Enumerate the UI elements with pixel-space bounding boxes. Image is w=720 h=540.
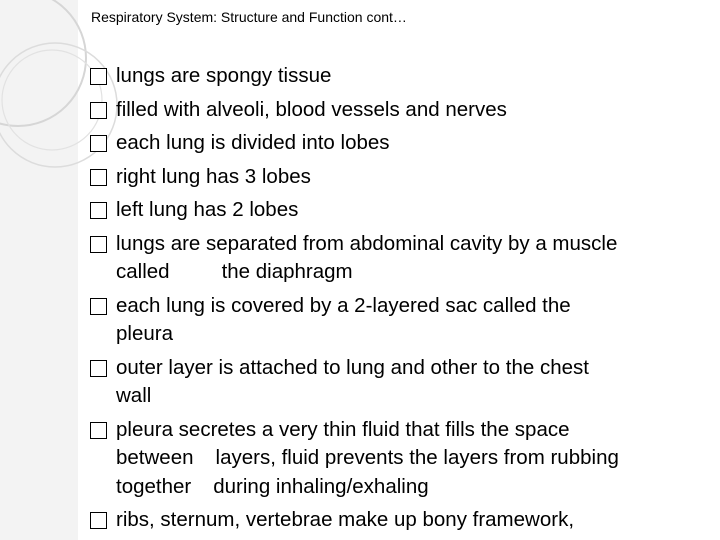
bullet-text: filled with alveoli, blood vessels and nerves xyxy=(116,97,507,121)
bullet-text: outer layer is attached to lung and other to the chest xyxy=(116,355,589,379)
bullet-text: called xyxy=(116,260,170,283)
slide-title: Respiratory System: Structure and Function cont… xyxy=(91,9,407,25)
bullet-text: lungs are separated from abdominal cavity by a muscle xyxy=(116,231,618,255)
bullet-item xyxy=(90,292,720,349)
bullet-text: right lung has 3 lobes xyxy=(116,164,311,188)
bullet-item xyxy=(90,96,720,125)
bullet-text: each lung is covered by a 2-layered sac called the xyxy=(116,293,571,317)
square-bullet-icon xyxy=(90,512,107,529)
bullet-item xyxy=(90,230,720,287)
bullet-text: between xyxy=(116,446,194,469)
square-bullet-icon xyxy=(90,202,107,219)
bullet-continuation xyxy=(116,444,720,473)
square-bullet-icon xyxy=(90,360,107,377)
bullet-item xyxy=(90,416,720,502)
bullet-continuation xyxy=(116,473,720,502)
square-bullet-icon xyxy=(90,236,107,253)
bullet-item xyxy=(90,506,720,535)
bullet-item xyxy=(90,62,720,91)
bullet-text: wall xyxy=(116,384,152,407)
bullet-text: during inhaling/exhaling xyxy=(213,474,429,498)
bullet-text: the diaphragm xyxy=(221,260,353,283)
bullet-text: left lung has 2 lobes xyxy=(116,198,299,221)
square-bullet-icon xyxy=(90,169,107,186)
bullet-text: pleura secretes a very thin fluid that fills the space xyxy=(116,417,570,441)
bullet-text: together xyxy=(116,474,192,498)
bullet-item xyxy=(90,129,720,158)
square-bullet-icon xyxy=(90,298,107,315)
square-bullet-icon xyxy=(90,422,107,439)
square-bullet-icon xyxy=(90,135,107,152)
square-bullet-icon xyxy=(90,68,107,85)
bullet-text: pleura xyxy=(116,322,173,345)
bullet-continuation xyxy=(116,258,720,287)
bullet-text: ribs, sternum, vertebrae make up bony framework, xyxy=(116,508,575,531)
bullet-text: each lung is divided into lobes xyxy=(116,131,390,154)
bullet-item xyxy=(90,163,720,192)
bullet-list xyxy=(90,62,720,540)
bullet-item xyxy=(90,196,720,225)
bullet-text: lungs are spongy tissue xyxy=(116,64,332,87)
bullet-text: layers, fluid prevents the layers from rubbing xyxy=(215,446,619,469)
square-bullet-icon xyxy=(90,102,107,119)
bullet-item xyxy=(90,354,720,411)
